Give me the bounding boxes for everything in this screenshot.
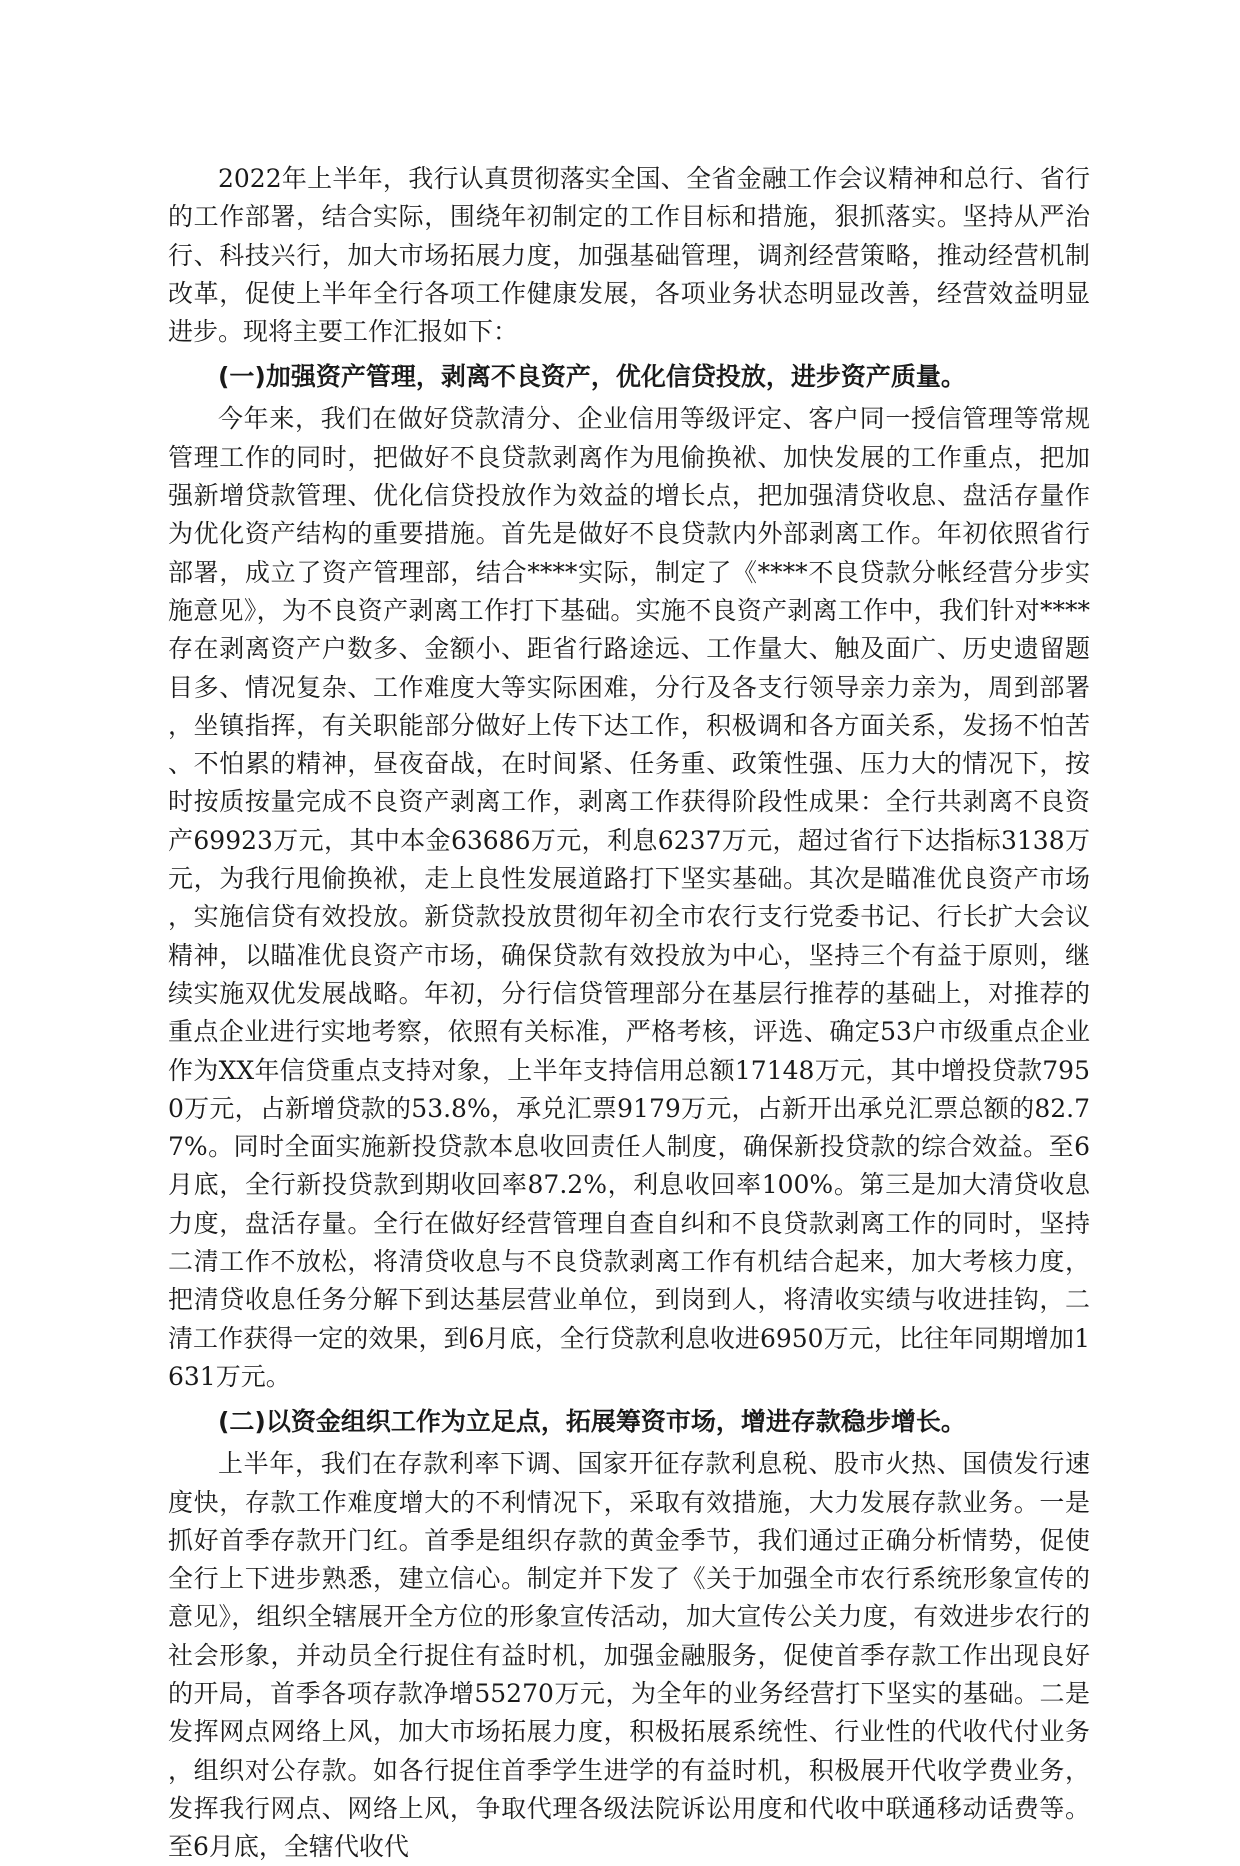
document-page — [168, 160, 1090, 1866]
section-1-paragraph: 今年来，我们在做好贷款清分、企业信用等级评定、客户同一授信管理等常规管理工作的同时，把做好不良贷款剥离作为甩偷换袱、加快发展的工作重点，把加强新增贷款管理、优化信贷投放作为效益的增长点，把加强清贷收息、盘活存量作为优化资产结构的重要措施。首先是做好不良贷款内外部剥离工作。年初依照省行部署，成立了资产管理部，结合****实际，制定了《****不良贷款分帐经营分步实施意见》，为不良资产剥离工作打下基础。实施不良资产剥离工作中，我们针对****存在剥离资产户数多、金额小、距省行路途远、工作量大、触及面广、历史遗留题目多、情况复杂、工作难度大等实际困难，分行及各支行领导亲力亲为，周到部署，坐镇指挥，有关职能部分做好上传下达工作，积极调和各方面关系，发扬不怕苦、不怕累的精神，昼夜奋战，在时间紧、任务重、政策性强、压力大的情况下，按时按质按量完成不良资产剥离工作，剥离工作获得阶段性成果：全行共剥离不良资产69923万元，其中本金63686万元，利息6237万元，超过省行下达指标3138万元，为我行甩偷换袱，走上良性发展道路打下坚实基础。其次是瞄准优良资产市场，实施信贷有效投放。新贷款投放贯彻年初全市农行支行党委书记、行长扩大会议精神，以瞄准优良资产市场，确保贷款有效投放为中心，坚持三个有益于原则，继续实施双优发展战略。年初，分行信贷管理部分在基层行推荐的基础上，对推荐的重点企业进行实地考察，依照有关标准，严格考核，评选、确定53户市级重点企业作为XX年信贷重点支持对象，上半年支持信用总额17148万元，其中增投贷款7950万元，占新增贷款的53.8%，承兑汇票9179万元，占新开出承兑汇票总额的82.77%。同时全面实施新投贷款本息收回责任人制度，确保新投贷款的综合效益。至6月底，全行新投贷款到期收回率87.2%，利息收回率100%。第三是加大清贷收息力度，盘活存量。全行在做好经营管理自查自纠和不良贷款剥离工作的同时，坚持二清工作不放松，将清贷收息与不良贷款剥离工作有机结合起来，加大考核力度，把清贷收息任务分解下到达基层营业单位，到岗到人，将清收实绩与收进挂钩，二清工作获得一定的效果，到6月底，全行贷款利息收进6950万元，比往年同期增加1631万元。 — [168, 404, 1090, 1391]
section-2-paragraph: 上半年，我们在存款利率下调、国家开征存款利息税、股市火热、国债发行速度快，存款工作难度增大的不利情况下，采取有效措施，大力发展存款业务。一是抓好首季存款开门红。首季是组织存款的黄金季节，我们通过正确分析情势，促使全行上下进步熟悉，建立信心。制定并下发了《关于加强全市农行系统形象宣传的意见》，组织全辖展开全方位的形象宣传活动，加大宣传公关力度，有效进步农行的社会形象，并动员全行捉住有益时机，加强金融服务，促使首季存款工作出现良好的开局，首季各项存款净增55270万元，为全年的业务经营打下坚实的基础。二是发挥网点网络上风，加大市场拓展力度，积极拓展系统性、行业性的代收代付业务，组织对公存款。如各行捉住首季学生进学的有益时机，积极展开代收学费业务，发挥我行网点、网络上风，争取代理各级法院诉讼用度和代收中联通移动话费等。至6月底，全辖代收代 — [168, 1449, 1090, 1862]
section-1-heading: (一)加强资产管理，剥离不良资产，优化信贷投放，进步资产质量。 — [218, 362, 966, 392]
section-2-heading: (二)以资金组织工作为立足点，拓展筹资市场，增进存款稳步增长。 — [218, 1407, 966, 1437]
intro-paragraph: 2022年上半年，我行认真贯彻落实全国、全省金融工作会议精神和总行、省行的工作部署，结合实际，围绕年初制定的工作目标和措施，狠抓落实。坚持从严治行、科技兴行，加大市场拓展力度，加强基础管理，调剂经营策略，推动经营机制改革，促使上半年全行各项工作健康发展，各项业务状态明显改善，经营效益明显进步。现将主要工作汇报如下： — [168, 164, 1090, 347]
